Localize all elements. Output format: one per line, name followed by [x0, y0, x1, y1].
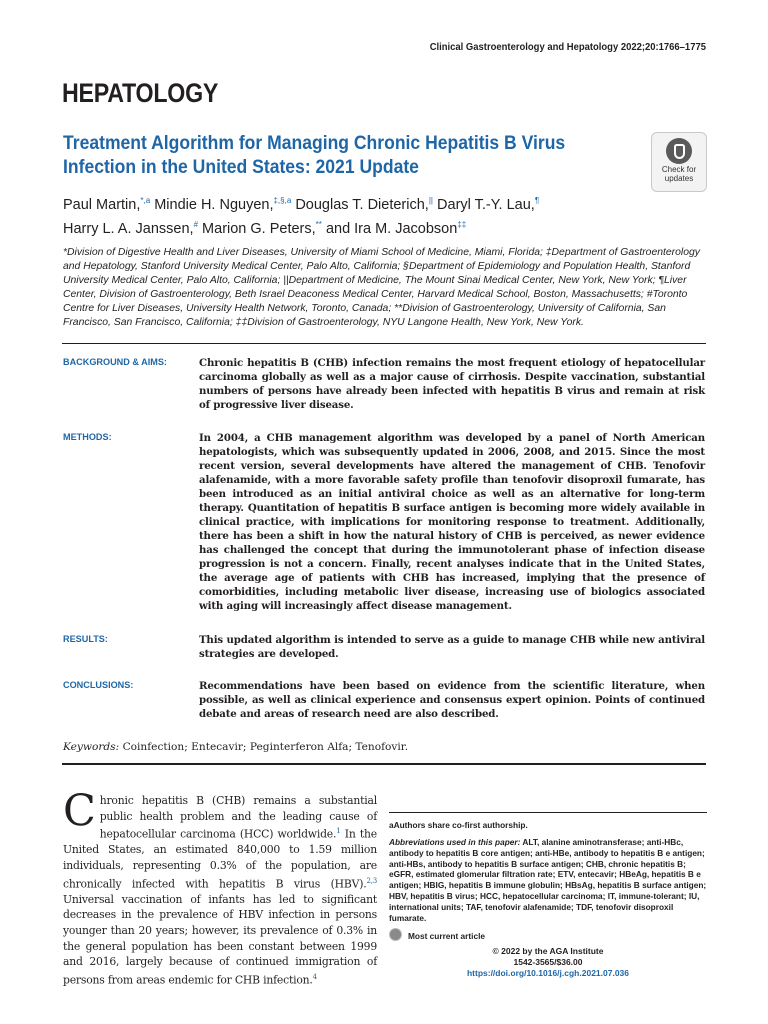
author-marks: ‡‡: [457, 219, 467, 229]
keywords: [63, 741, 408, 753]
author-name[interactable]: Marion G. Peters,: [202, 220, 316, 237]
reference-link[interactable]: 2,3: [366, 876, 377, 885]
abstract-bottom-rule: [62, 763, 706, 765]
author-list: [63, 191, 703, 239]
author-marks: *,a: [140, 196, 151, 205]
drop-cap: C: [63, 786, 96, 836]
author-name[interactable]: Paul Martin,: [63, 196, 141, 213]
author-marks: ||: [428, 196, 433, 205]
methods-text: In 2004, a CHB management algorithm was developed by a panel of North American hepatologists, which was subsequently updated in 2006, 2008, and 2015. Since the most recent version, several developments have altered the management of CHB. Tenofovir alafenamide, with a more favorable safety profile than tenofovir disoproxil fumarate, has been introduced as an initial antiviral choice as well as an alternative for long-term therapy. Quantitation of hepatitis B surface antigen is becoming more widely available in clinical practice, with implications for monitoring response to treatment. Additionally, there has been a shift in how the natural history of CHB is perceived, as newer evidence has challenged the concept that during the immunotolerant phase of infection disease progression is not a concern. Finally, recent analyses indicate that in the United States, the average age of patients with CHB has increased, implying that the presence of comorbidities, including metabolic liver disease, increasing use of biologics associated with aging will increasingly affect disease management.: [199, 432, 705, 612]
author-name[interactable]: Harry L. A. Janssen,: [63, 220, 194, 237]
abbreviations-label: Abbreviations used in this paper:: [389, 837, 521, 847]
author-marks: ‡,§,a: [273, 196, 292, 205]
body-text: Universal vaccination of infants has led to significant decreases in the prevalence of HBV infection in persons younger than 20 years; however, its prevalence of 0.3% in the general population has been constant between 1999 and 2016, largely because of continued immigration of persons from areas endemic for CHB infection.: [63, 892, 377, 987]
keywords-text: Coinfection; Entecavir; Peginterferon Alfa; Tenofovir.: [122, 741, 409, 753]
abbreviations-note: [389, 837, 707, 923]
article-title: Treatment Algorithm for Managing Chronic Hepatitis B Virus Infection in the United States: 2021 Update: [63, 132, 566, 178]
keywords-label: Keywords:: [63, 741, 120, 753]
copyright-line: © 2022 by the AGA Institute: [492, 946, 604, 956]
footnote-rule: [389, 812, 707, 813]
check-for-updates-icon: [666, 138, 692, 164]
most-current-label: Most current article: [408, 931, 485, 941]
journal-citation: Clinical Gastroenterology and Hepatology 2022;20:1766–1775: [429, 41, 706, 53]
affiliations: *Division of Digestive Health and Liver Diseases, University of Miami School of Medicine, Miami, Florida; ‡Department of Gastroenterology and Hepatology, Stanford University Medical Center, Palo Alto, California; §Department of Epidemiology and Population Health, Stanford University Medical Center, Palo Alto, California; ||Department of Medicine, The Mount Sinai Medical Center, New York, New York; ¶Liver Center, Division of Gastroenterology, Beth Israel Deaconess Medical Center, Harvard Medical School, Boston, Massachusetts; #Toronto Centre for Liver Diseases, University Health Network, Toronto, Canada; **Division of Gastroenterology, University of California, San Francisco, San Francisco, California; ‡‡Division of Gastroenterology, NYU Langone Health, New York, New York.: [63, 247, 700, 328]
doi-link[interactable]: https://doi.org/10.1016/j.cgh.2021.07.036: [466, 968, 630, 978]
shared-authorship-note: aAuthors share co-first authorship.: [389, 820, 528, 830]
most-current-article[interactable]: [389, 928, 707, 942]
copyright-block: [389, 946, 707, 979]
issn-line: 1542-3565/$36.00: [513, 957, 583, 967]
abstract-top-rule: [62, 343, 706, 344]
background-text: Chronic hepatitis B (CHB) infection remains the most frequent etiology of hepatocellular carcinoma globally as well as a major cause of cirrhosis. Despite vaccination, substantial numbers of persons have already been infected with hepatitis B virus and remain at risk of progressive liver disease.: [199, 357, 705, 411]
results-text: This updated algorithm is intended to serve as a guide to manage CHB while new antiviral strategies are developed.: [199, 634, 705, 660]
author-marks: ¶: [534, 196, 540, 205]
reference-link[interactable]: 1: [336, 827, 341, 836]
most-current-icon: [389, 928, 402, 941]
author-name[interactable]: Mindie H. Nguyen,: [154, 196, 274, 213]
abbreviations-text: ALT, alanine aminotransferase; anti-HBc, antibody to hepatitis B core antigen; anti-HBe, antibody to hepatitis B e antigen; anti-HBs, antibody to hepatitis B surface antigen; CHB, chronic hepatitis B; eGFR, estimated glomerular filtration rate; ETV, entecavir; HBeAg, hepatitis B e antigen; HBIG, hepatitis B immune globulin; HBsAg, hepatitis B surface antigen; HBV, hepatitis B virus; HCC, hepatocellular carcinoma; IT, immune-tolerant; IU, international units; TAF, tenofovir alafenamide; TDF, tenofovir disoproxil fumarate.: [389, 837, 707, 923]
section-heading: HEPATOLOGY: [62, 78, 219, 108]
background-label: BACKGROUND & AIMS:: [63, 357, 167, 368]
body-text-column: [63, 786, 377, 988]
reference-link[interactable]: 4: [312, 972, 317, 981]
conclusions-text: Recommendations have been based on evidence from the scientific literature, when possible, as well as clinical experience and consensus expert opinion. Points of continued debate and areas of research need are also described.: [199, 680, 705, 720]
results-label: RESULTS:: [63, 634, 108, 645]
body-text: In the United States, an estimated 840,000 to 1.59 million individuals, representing 0.3% of the population, are chronically infected with hepatitis B virus (HBV).: [63, 827, 377, 891]
badge-line-2: updates: [664, 174, 694, 183]
author-name[interactable]: and Ira M. Jacobson: [325, 220, 458, 237]
conclusions-label: CONCLUSIONS:: [63, 680, 134, 691]
author-marks: #: [193, 219, 199, 229]
body-text: hronic hepatitis B (CHB) remains a substantial public health problem and the leading cause of hepatocellular carcinoma (HCC) worldwide.: [99, 794, 377, 841]
methods-label: METHODS:: [63, 432, 112, 443]
author-name[interactable]: Douglas T. Dieterich,: [295, 196, 429, 213]
check-for-updates-badge[interactable]: [651, 132, 707, 192]
author-marks: **: [315, 219, 322, 229]
badge-line-1: Check for: [661, 165, 697, 174]
author-name[interactable]: Daryl T.-Y. Lau,: [437, 196, 535, 213]
